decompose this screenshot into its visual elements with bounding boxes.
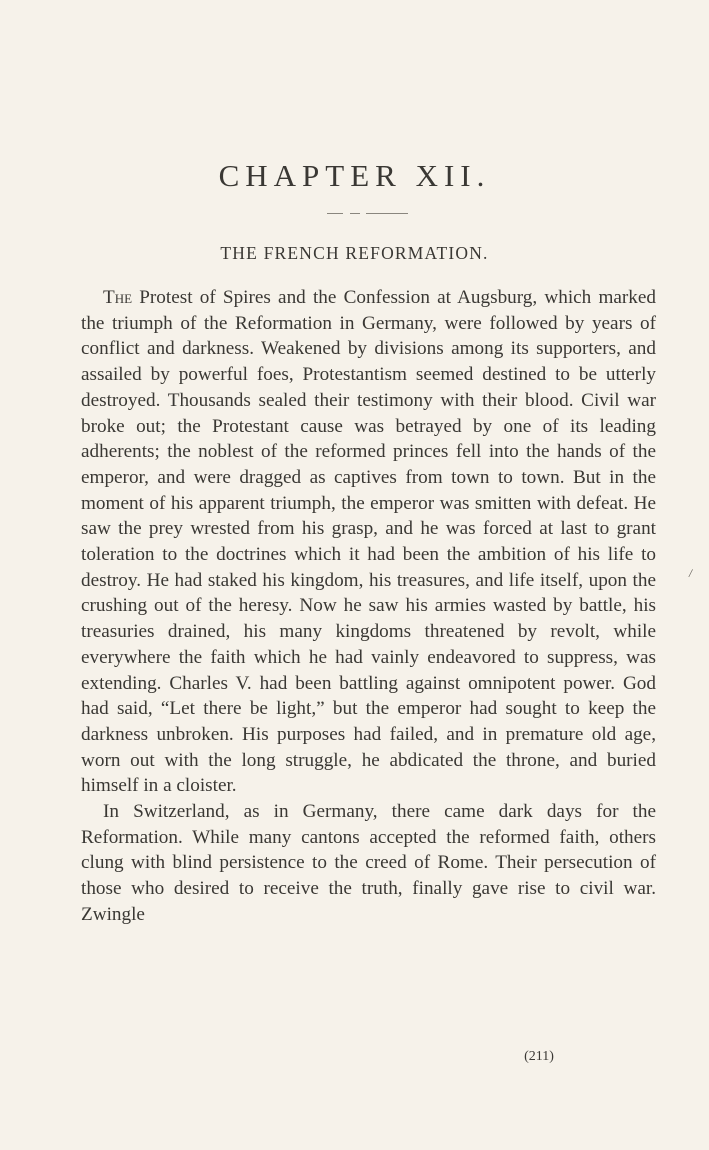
ornamental-rule-right bbox=[366, 213, 408, 214]
paragraph-lead-word: The bbox=[103, 287, 133, 308]
stray-pencil-mark: / bbox=[688, 565, 694, 581]
page-number: (211) bbox=[524, 1049, 554, 1064]
paragraph-1-text: Protest of Spires and the Confession at Augsburg, which marked the triumph of the Reformation in Germany, were followed by years of conflict and darkness. Weakened by divisions among its supporters, and assailed by powerful foes, Protestantism seemed destined to be utterly destroyed. Thousands sealed their testimony with their blood. Civil war broke out; the Protestant cause was betrayed by one of its leading adherents; the noblest of the reformed princes fell into the hands of the emperor, and were dragged as captives from town to town. But in the moment of his apparent triumph, the emperor was smitten with defeat. He saw the prey wrested from his grasp, and he was forced at last to grant toleration to the doctrines which it had been the ambition of his life to destroy. He had staked his kingdom, his treasures, and life itself, upon the crushing out of the heresy. Now he saw his armies wasted by battle, his treasuries drained, his many kingdoms threatened by revolt, while everywhere the faith which he had vainly endeavored to suppress, was extending. Charles V. had been battling against omnipotent power. God had said, “Let there be light,” but the emperor had sought to keep the darkness unbroken. His purposes had failed, and in premature old age, worn out with the long struggle, he abdicated the throne, and buried himself in a cloister. bbox=[81, 287, 656, 797]
body-text bbox=[81, 285, 656, 928]
paragraph-2: In Switzerland, as in Germany, there came dark days for the Reformation. While many cantons accepted the reformed faith, others clung with blind persistence to the creed of Rome. Their persecution of those who desired to receive the truth, finally gave rise to civil war. Zwingle bbox=[81, 801, 656, 925]
chapter-title: CHAPTER XII. bbox=[218, 158, 491, 193]
section-title: THE FRENCH REFORMATION. bbox=[220, 243, 489, 263]
paragraph-1 bbox=[81, 285, 656, 799]
ornamental-rule-center bbox=[350, 213, 360, 214]
ornamental-rule-left bbox=[327, 213, 343, 214]
